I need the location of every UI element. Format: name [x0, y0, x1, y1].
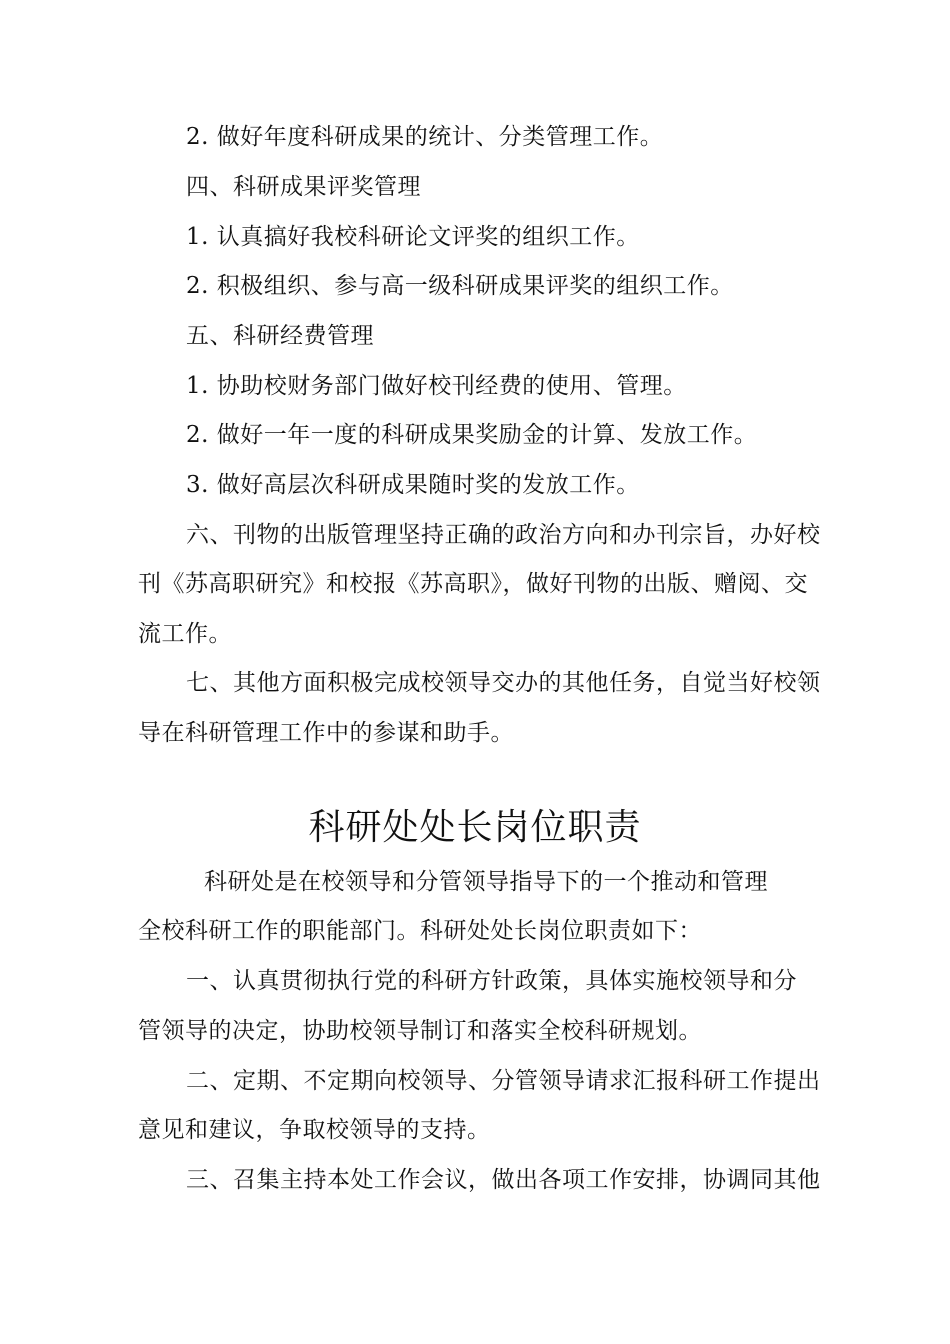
section-heading: 四、科研成果评奖管理	[186, 174, 421, 200]
paragraph-line: 全校科研工作的职能部门。科研处处长岗位职责如下：	[138, 918, 702, 944]
paragraph-line: 一、认真贯彻执行党的科研方针政策，具体实施校领导和分	[186, 968, 797, 994]
paragraph-line: 管领导的决定，协助校领导制订和落实全校科研规划。	[138, 1018, 702, 1044]
paragraph-line: 二、定期、不定期向校领导、分管领导请求汇报科研工作提出	[186, 1068, 821, 1094]
paragraph-line: 刊《苏高职研究》和校报《苏高职》，做好刊物的出版、赠阅、交	[138, 571, 808, 597]
paragraph-line: 1. 认真搞好我校科研论文评奖的组织工作。	[186, 224, 640, 250]
paragraph-line: 2. 积极组织、参与高一级科研成果评奖的组织工作。	[186, 273, 734, 299]
paragraph-line: 意见和建议，争取校领导的支持。	[138, 1117, 491, 1143]
paragraph-line: 3. 做好高层次科研成果随时奖的发放工作。	[186, 472, 640, 498]
section-heading: 五、科研经费管理	[186, 323, 374, 349]
paragraph-line: 流工作。	[138, 621, 232, 647]
paragraph-line: 1. 协助校财务部门做好校刊经费的使用、管理。	[186, 373, 687, 399]
paragraph-line: 三、召集主持本处工作会议，做出各项工作安排，协调同其他	[186, 1167, 821, 1193]
paragraph-line: 七、其他方面积极完成校领导交办的其他任务，自觉当好校领	[186, 670, 821, 696]
paragraph-line: 2. 做好一年一度的科研成果奖励金的计算、发放工作。	[186, 422, 758, 448]
paragraph-line: 导在科研管理工作中的参谋和助手。	[138, 720, 514, 746]
paragraph-line: 六、刊物的出版管理坚持正确的政治方向和办刊宗旨，办好校	[186, 522, 821, 548]
paragraph-line: 科研处是在校领导和分管领导指导下的一个推动和管理	[204, 869, 768, 895]
paragraph-line: 2. 做好年度科研成果的统计、分类管理工作。	[186, 124, 664, 150]
document-title: 科研处处长岗位职责	[308, 807, 642, 848]
